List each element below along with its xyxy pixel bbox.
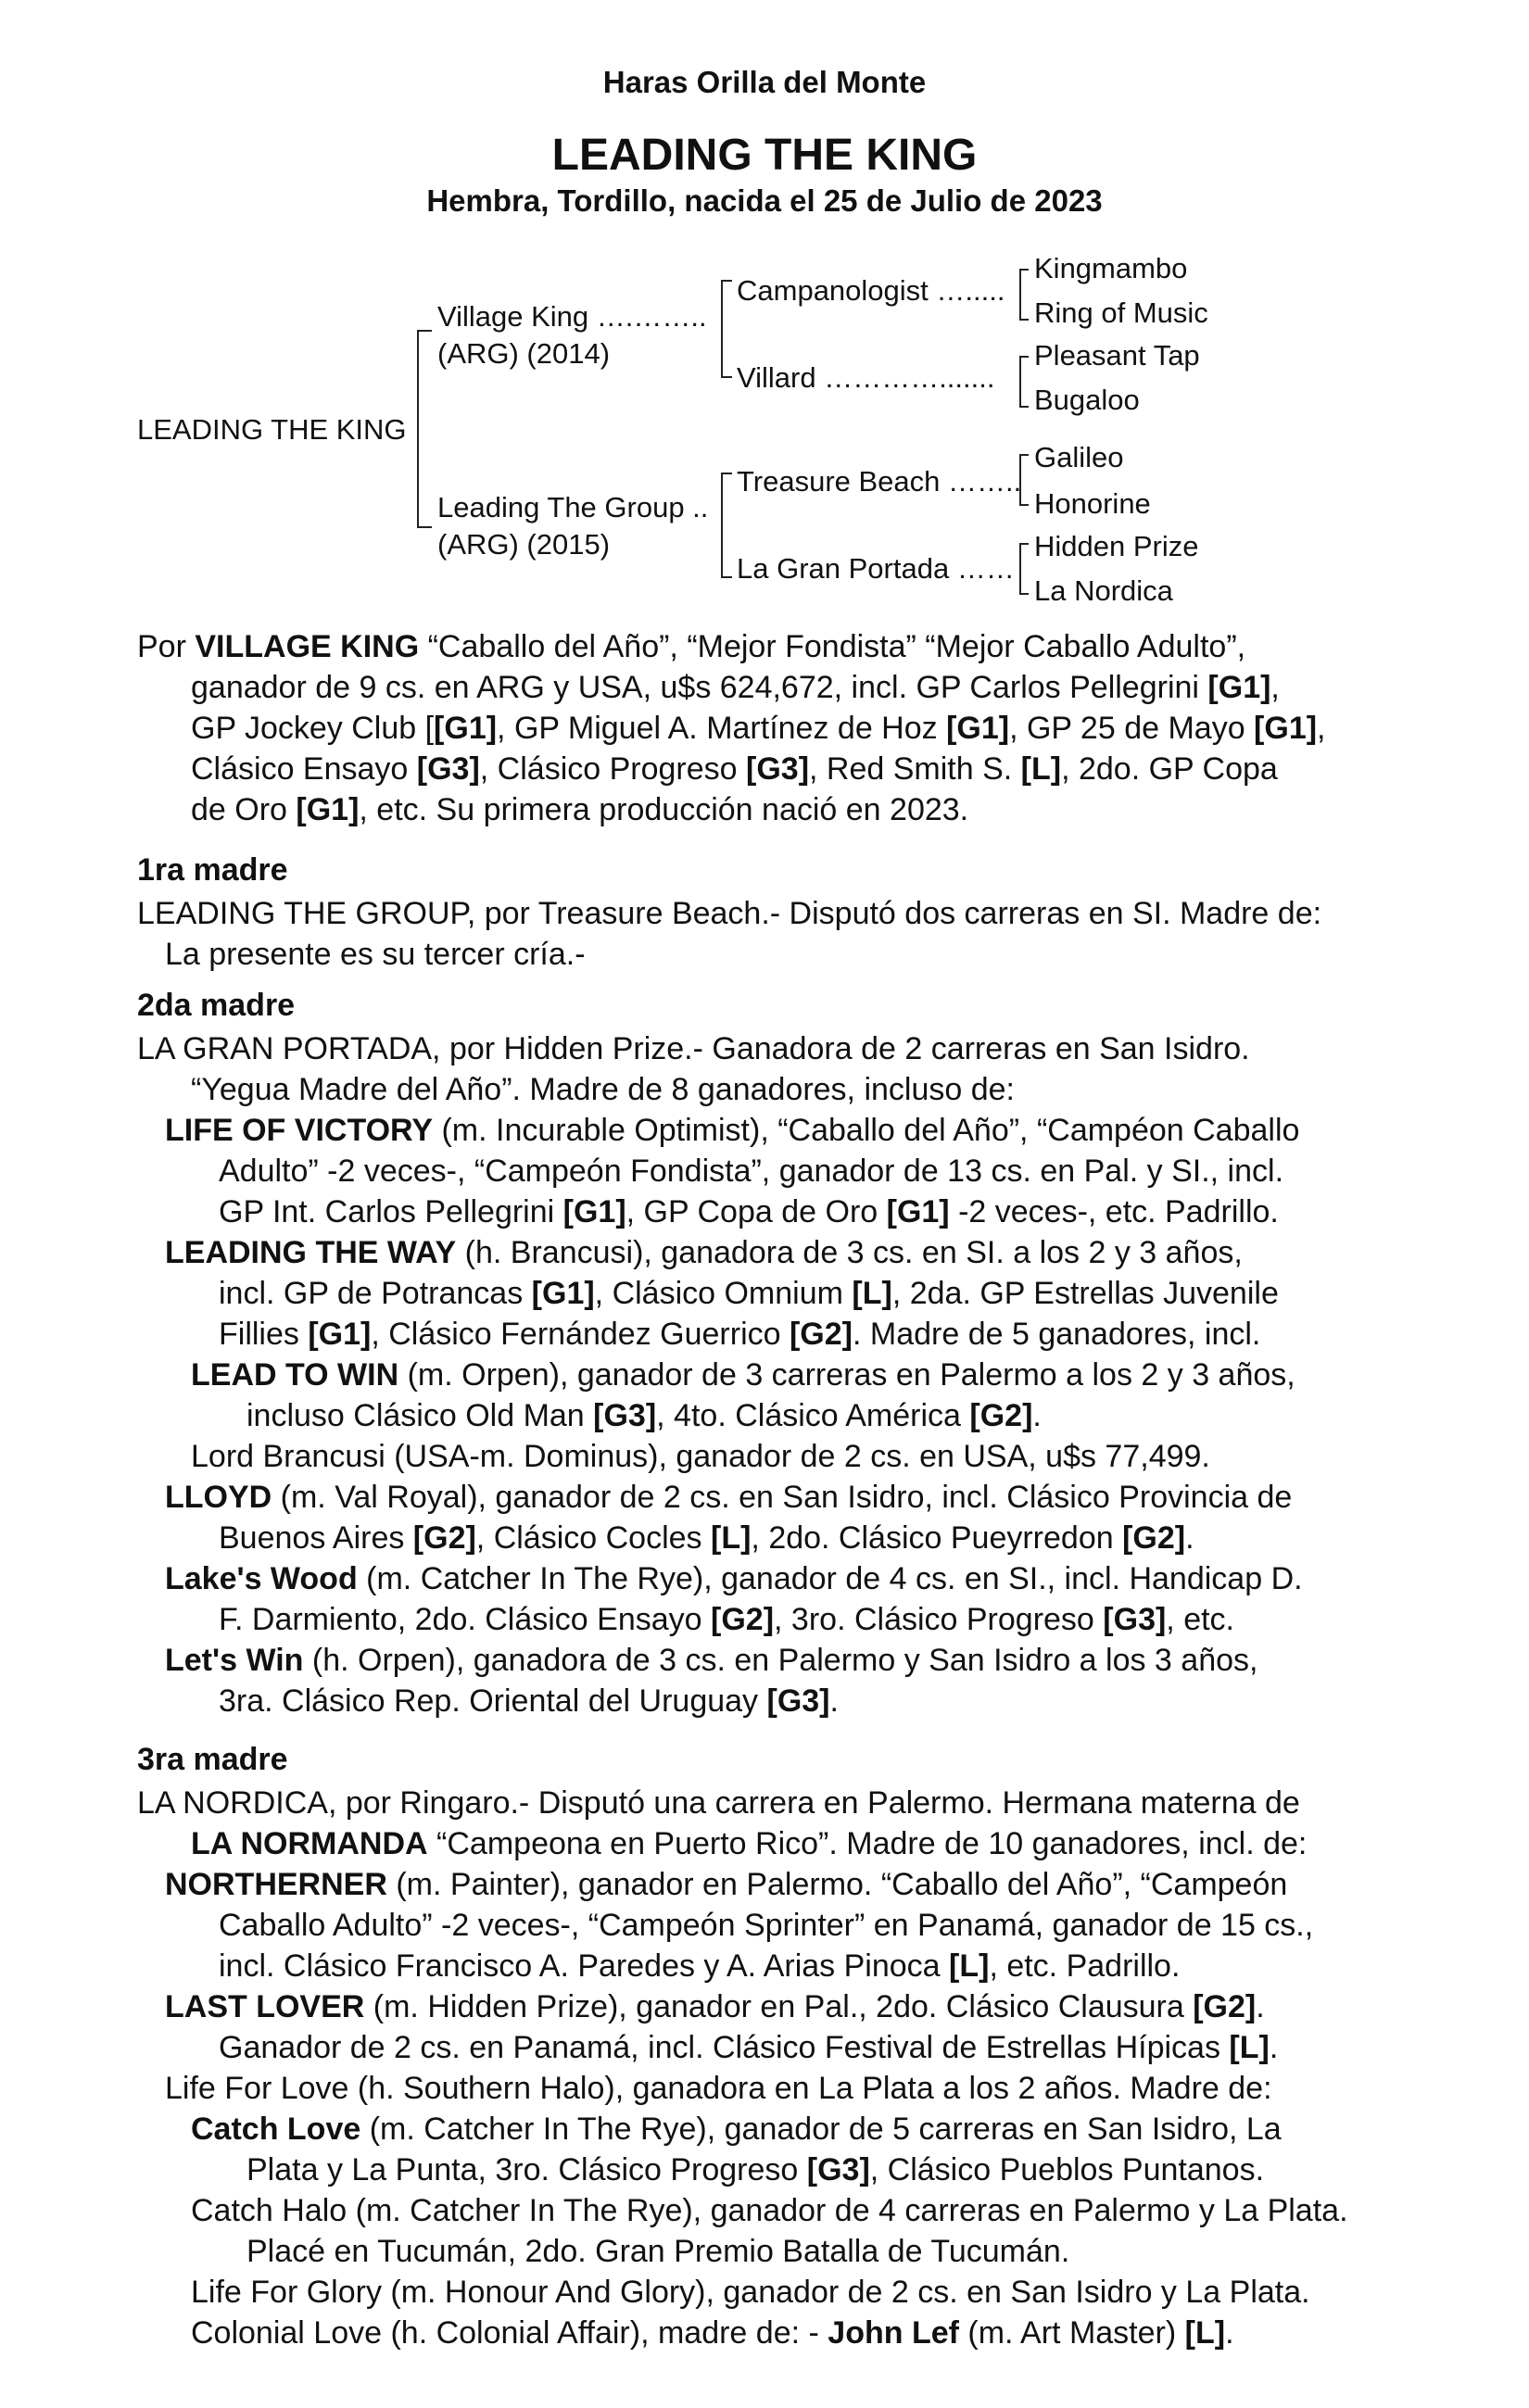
second-dam-heading: 2da madre bbox=[137, 988, 296, 1023]
second-dam-paragraph: LA GRAN PORTADA, por Hidden Prize.- Ganadora de 2 carreras en San Isidro. “Yegua Madre del Año”. Madre de 8 ganadores, incluso de: LIFE OF VICTORY (m. Incurable Optimist), “Caballo del Año”, “Campéon Caballo Adulto” -2 veces-, “Campeón Fondista”, ganador de 13 cs. en Pal. y SI., incl. GP Int. Carlos Pellegrini [G1], GP Copa de Oro [G1] -2 veces-, etc. Padrillo. LEADING THE WAY (h. Brancusi), ganadora de 3 cs. en SI. a los 2 y 3 años, incl. GP de Potrancas [G1], Clásico Omnium [L], 2da. GP Estrellas Juvenile Fillies [G1], Clásico Fernández Guerrico [G2]. Madre de 5 ganadores, incl. LEAD TO WIN (m. Orpen), ganador de 3 carreras en Palermo a los 2 y 3 años, incluso Clásico Old Man [G3], 4to. Clásico América [G2]. Lord Brancusi (USA-m. Dominus), ganador de 2 cs. en USA, u$s 77,499. LLOYD (m. Val Royal), ganador de 2 cs. en San Isidro, incl. Clásico Provincia de Buenos Aires [G2], Clásico Cocles [L], 2do. Clásico Pueyrredon [G2]. Lake's Wood (m. Catcher In The Rye), ganador de 4 cs. en SI., incl. Handicap D. F. Darmiento, 2do. Clásico Ensayo [G2], 3ro. Clásico Progreso [G3], etc. Let's Win (h. Orpen), ganadora de 3 cs. en Palermo y San Isidro a los 3 años, 3ra. Clásico Rep. Oriental del Uruguay [G3]. bbox=[137, 1031, 1303, 1719]
pedigree-dss: Galileo bbox=[1034, 441, 1124, 473]
pedigree-dsd: Honorine bbox=[1034, 487, 1151, 520]
sire-paragraph: Por VILLAGE KING “Caballo del Año”, “Mejor Fondista” “Mejor Caballo Adulto”, ganador de 9 cs. en ARG y USA, u$s 624,672, incl. GP Carlos Pellegrini [G1], GP Jockey Club [[G1], GP Miguel A. Martínez de Hoz [G1], GP 25 de Mayo [G1], Clásico Ensayo [G3], Clásico Progreso [G3], Red Smith S. [L], 2do. GP Copa de Oro [G1], etc. Su primera producción nació en 2023. bbox=[137, 629, 1326, 827]
bracket-dam bbox=[721, 473, 732, 578]
bracket-ds bbox=[1019, 454, 1029, 506]
pedigree-dam-sire: Treasure Beach …….. bbox=[737, 465, 1022, 498]
pedigree-sdd: Bugaloo bbox=[1034, 384, 1140, 416]
bracket-gen1 bbox=[417, 330, 432, 528]
pedigree-dds: Hidden Prize bbox=[1034, 530, 1199, 562]
pedigree-sire: Village King ….…….. bbox=[437, 300, 707, 333]
bracket-sd bbox=[1019, 356, 1029, 408]
third-dam-heading: 3ra madre bbox=[137, 1742, 288, 1777]
horse-description: Hembra, Tordillo, nacida el 25 de Julio de 2023 bbox=[426, 183, 1103, 218]
bracket-dd bbox=[1019, 543, 1029, 595]
pedigree-sire-sire: Campanologist …..... bbox=[737, 274, 1005, 307]
pedigree-subject: LEADING THE KING bbox=[137, 413, 407, 446]
pedigree-sire-dam: Villard …………....... bbox=[737, 361, 995, 394]
pedigree-sss: Kingmambo bbox=[1034, 252, 1188, 284]
pedigree-sire-origin: (ARG) (2014) bbox=[437, 337, 611, 370]
pedigree-dam-dam: La Gran Portada …… bbox=[737, 552, 1015, 585]
pedigree-dam: Leading The Group .. bbox=[437, 491, 709, 523]
bracket-sire bbox=[721, 280, 732, 378]
pedigree-dam-origin: (ARG) (2015) bbox=[437, 528, 611, 561]
pedigree-ddd: La Nordica bbox=[1034, 574, 1173, 607]
bracket-ss bbox=[1019, 269, 1029, 321]
first-dam-heading: 1ra madre bbox=[137, 852, 288, 888]
first-dam-paragraph: LEADING THE GROUP, por Treasure Beach.- Disputó dos carreras en SI. Madre de: La presente es su tercer cría.- bbox=[137, 896, 1322, 972]
pedigree-sds: Pleasant Tap bbox=[1034, 339, 1200, 372]
horse-name: LEADING THE KING bbox=[551, 131, 978, 180]
breeder-name: Haras Orilla del Monte bbox=[602, 65, 927, 99]
pedigree-ssd: Ring of Music bbox=[1034, 296, 1208, 329]
third-dam-paragraph: LA NORDICA, por Ringaro.- Disputó una carrera en Palermo. Hermana materna de LA NORMANDA “Campeona en Puerto Rico”. Madre de 10 ganadores, incl. de: NORTHERNER (m. Painter), ganador en Palermo. “Caballo del Año”, “Campeón Caballo Adulto” -2 veces-, “Campeón Sprinter” en Panamá, ganador de 15 cs., incl. Clásico Francisco A. Paredes y A. Arias Pinoca [L], etc. Padrillo. LAST LOVER (m. Hidden Prize), ganador en Pal., 2do. Clásico Clausura [G2]. Ganador de 2 cs. en Panamá, incl. Clásico Festival de Estrellas Hípicas [L]. Life For Love (h. Southern Halo), ganadora en La Plata a los 2 años. Madre de: Catch Love (m. Catcher In The Rye), ganador de 5 carreras en San Isidro, La Plata y La Punta, 3ro. Clásico Progreso [G3], Clásico Pueblos Puntanos. Catch Halo (m. Catcher In The Rye), ganador de 4 carreras en Palermo y La Plata. Placé en Tucumán, 2do. Gran Premio Batalla de Tucumán. Life For Glory (m. Honour And Glory), ganador de 2 cs. en San Isidro y La Plata. Colonial Love (h. Colonial Affair), madre de: - John Lef (m. Art Master) [L]. bbox=[137, 1785, 1348, 2351]
